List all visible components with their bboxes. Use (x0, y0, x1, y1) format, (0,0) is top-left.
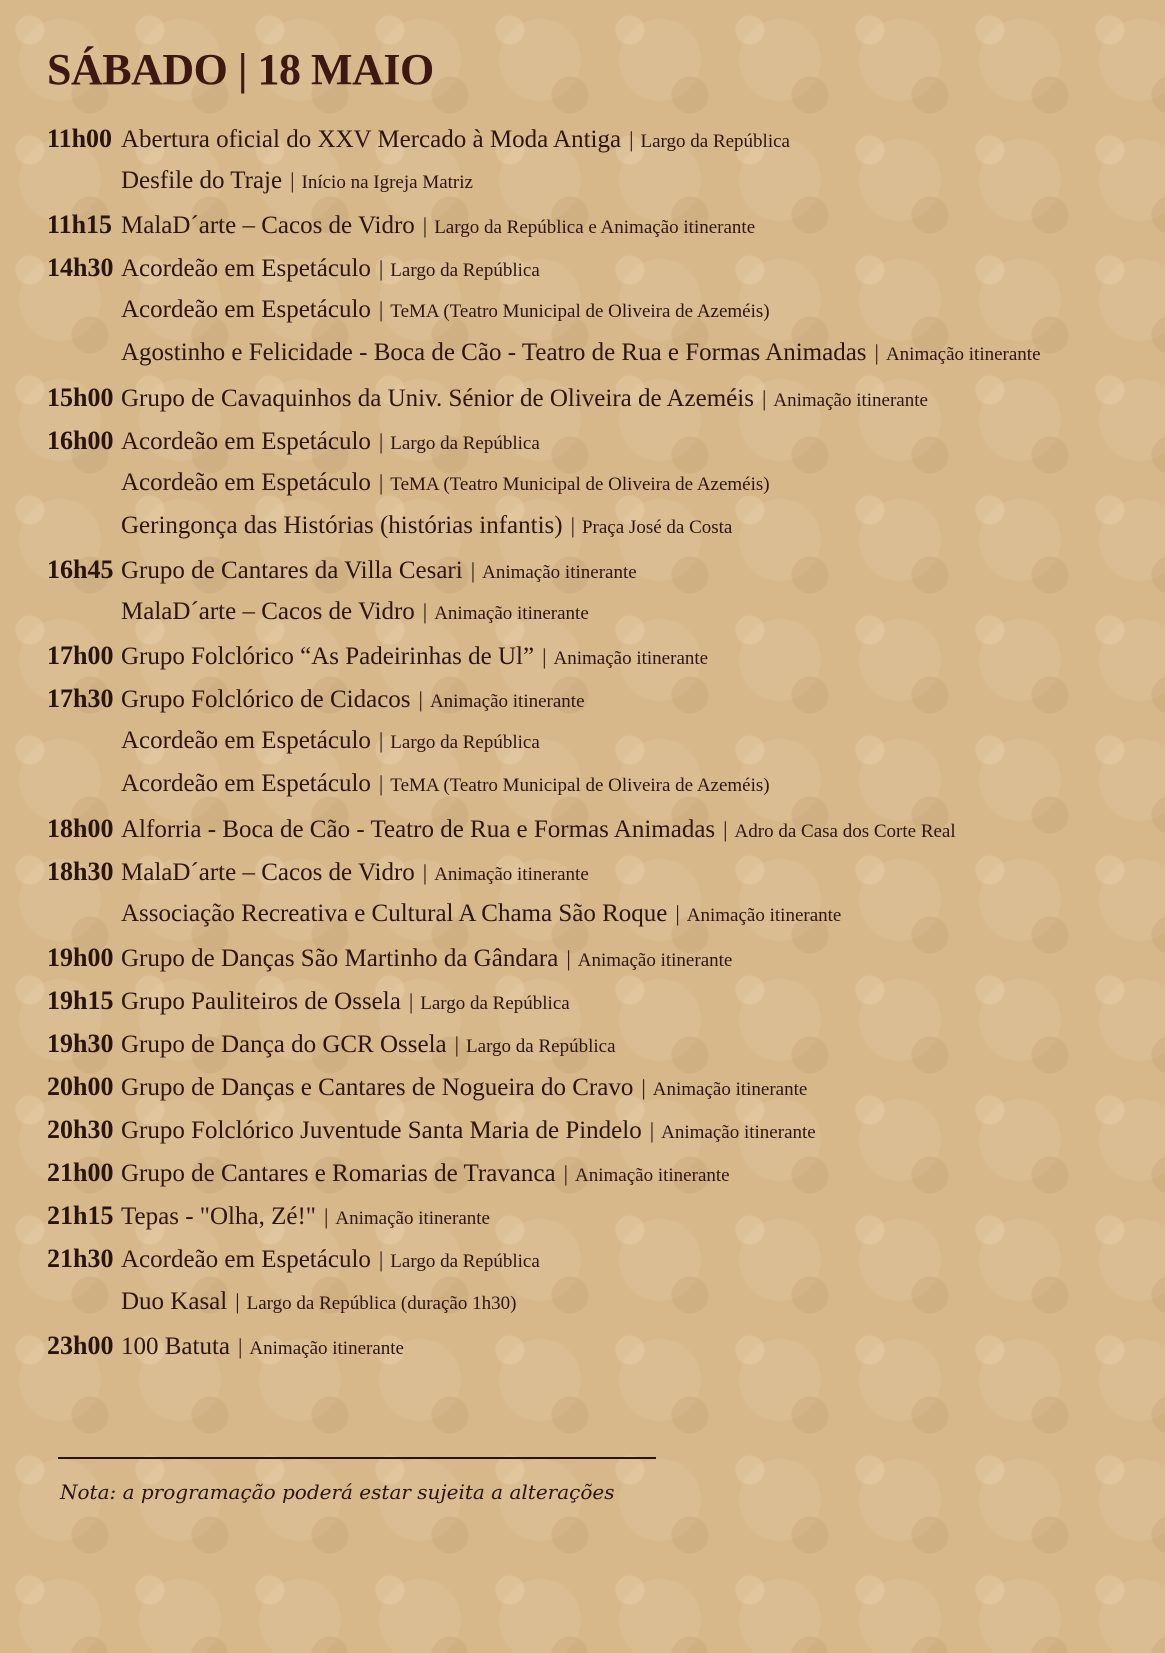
separator-bar: | (566, 945, 571, 971)
schedule-event: Grupo de Danças São Martinho da Gândara (121, 944, 559, 972)
separator-bar: | (422, 599, 428, 625)
schedule-time: 11h15 (47, 210, 113, 240)
separator-bar: | (542, 644, 547, 670)
schedule-event: Geringonça das Histórias (histórias infantis) (121, 511, 563, 539)
schedule-time: 19h30 (47, 1028, 114, 1058)
schedule-location: Animação itinerante (434, 863, 589, 885)
schedule-location: Início na Igreja Matriz (301, 172, 473, 194)
separator-bar: | (874, 340, 879, 366)
schedule-location: TeMA (Teatro Municipal de Oliveira de Azeméis) (390, 301, 770, 323)
schedule-row (47, 814, 1157, 857)
schedule-time: 16h00 (47, 425, 114, 455)
schedule-event: Acordeão em Espetáculo (121, 296, 371, 324)
schedule-row (47, 512, 1157, 555)
schedule-row (47, 1288, 1157, 1331)
separator-bar: | (418, 687, 423, 713)
page-title: SÁBADO | 18 MAIO (47, 45, 434, 94)
separator-bar: | (723, 816, 728, 842)
schedule-event: Grupo de Dança do GCR Ossela (121, 1030, 447, 1058)
separator-bar: | (378, 256, 384, 282)
schedule-list (47, 124, 1157, 1374)
schedule-event: Desfile do Traje (121, 167, 283, 195)
schedule-row (47, 339, 1157, 382)
schedule-location: Praça José da Costa (581, 516, 733, 538)
schedule-location: Animação itinerante (482, 561, 637, 583)
schedule-location: Largo da República (420, 992, 570, 1014)
schedule-row (47, 555, 1157, 598)
schedule-row (47, 857, 1157, 900)
schedule-time: 16h45 (47, 554, 114, 584)
schedule-location: Largo da República (640, 131, 790, 152)
schedule-location: Adro da Casa dos Corte Real (734, 820, 956, 842)
schedule-event: Alforria - Boca de Cão - Teatro de Rua e Formas Animadas (121, 815, 716, 843)
schedule-time: 17h30 (47, 684, 114, 714)
schedule-location: Largo da República (390, 260, 540, 282)
schedule-event: Grupo de Cavaquinhos da Univ. Sénior de Oliveira de Azeméis (121, 384, 754, 412)
schedule-event: Grupo Folclórico “As Padeirinhas de Ul” (121, 643, 535, 671)
schedule-event: Associação Recreativa e Cultural A Chama São Roque (121, 899, 668, 927)
disclaimer-note: Nota: a programação poderá estar sujeita a alterações (60, 1480, 615, 1504)
schedule-row (47, 598, 1157, 641)
separator-bar: | (570, 512, 575, 538)
schedule-location: Largo da República (duração 1h30) (246, 1292, 517, 1314)
schedule-event: Grupo de Cantares da Villa Cesari (121, 556, 463, 584)
schedule-location: Animação itinerante (652, 1079, 808, 1101)
schedule-event: MalaD´arte – Cacos de Vidro (121, 598, 415, 626)
schedule-event: 100 Batuta (121, 1332, 231, 1360)
schedule-location: TeMA (Teatro Municipal de Oliveira de Azeméis) (390, 775, 770, 797)
schedule-location: Largo da República (466, 1035, 616, 1057)
schedule-row (47, 1331, 1157, 1374)
schedule-row (47, 124, 1157, 167)
schedule-row (47, 684, 1157, 727)
schedule-row (47, 1201, 1157, 1244)
separator-bar: | (470, 557, 476, 583)
schedule-event: Acordeão em Espetáculo (121, 468, 371, 496)
schedule-row (47, 1072, 1157, 1115)
schedule-event: Tepas - "Olha, Zé!" (121, 1203, 316, 1231)
separator-bar: | (422, 213, 428, 239)
separator-bar: | (641, 1075, 646, 1101)
separator-bar: | (408, 988, 414, 1014)
schedule-event: Grupo Folclórico Juventude Santa Maria de Pindelo (121, 1117, 642, 1145)
separator-bar: | (454, 1031, 460, 1057)
separator-bar: | (235, 1288, 240, 1314)
schedule-row (47, 1029, 1157, 1072)
schedule-row (47, 383, 1157, 426)
schedule-row (47, 1244, 1157, 1287)
schedule-row (47, 727, 1157, 770)
schedule-row (47, 253, 1157, 296)
schedule-event: MalaD´arte – Cacos de Vidro (121, 858, 415, 886)
schedule-time: 20h30 (47, 1115, 114, 1145)
schedule-location: Animação itinerante (686, 904, 842, 926)
schedule-time: 19h15 (47, 985, 114, 1015)
schedule-location: Largo da República (390, 432, 540, 454)
schedule-row (47, 641, 1157, 684)
separator-bar: | (378, 469, 384, 495)
schedule-location: TeMA (Teatro Municipal de Oliveira de Azeméis) (390, 473, 770, 495)
schedule-event: Acordeão em Espetáculo (121, 770, 371, 798)
schedule-row (47, 1115, 1157, 1158)
schedule-location: Largo da República (390, 732, 540, 754)
schedule-event: MalaD´arte – Cacos de Vidro (121, 212, 415, 240)
schedule-location: Largo da República (390, 1251, 540, 1273)
schedule-time: 18h30 (47, 856, 114, 886)
schedule-location: Animação itinerante (885, 344, 1041, 366)
separator-bar: | (675, 900, 680, 926)
schedule-location: Animação itinerante (249, 1337, 404, 1359)
schedule-location: Animação itinerante (335, 1208, 490, 1230)
separator-bar: | (378, 728, 384, 754)
schedule-time: 14h30 (47, 253, 114, 283)
schedule-time: 15h00 (47, 382, 114, 412)
schedule-event: Acordeão em Espetáculo (121, 1246, 371, 1274)
schedule-time: 21h15 (47, 1201, 114, 1231)
schedule-event: Grupo de Cantares e Romarias de Travanca (121, 1160, 556, 1188)
schedule-event: Duo Kasal (121, 1287, 228, 1315)
separator-bar: | (761, 385, 767, 411)
schedule-location: Animação itinerante (773, 389, 928, 411)
schedule-event: Grupo Pauliteiros de Ossela (121, 987, 401, 1015)
separator-bar: | (323, 1204, 329, 1230)
schedule-location: Animação itinerante (577, 949, 733, 971)
schedule-row (47, 167, 1157, 210)
separator-bar: | (629, 127, 634, 152)
schedule-location: Animação itinerante (434, 603, 589, 625)
schedule-event: Acordeão em Espetáculo (121, 427, 371, 455)
schedule-location: Animação itinerante (661, 1122, 816, 1144)
schedule-event: Abertura oficial do XXV Mercado à Moda Antiga (121, 126, 622, 153)
schedule-time: 11h00 (47, 124, 113, 153)
separator-bar: | (563, 1161, 569, 1187)
schedule-location: Animação itinerante (429, 691, 585, 713)
separator-bar: | (649, 1118, 655, 1144)
separator-bar: | (238, 1333, 243, 1359)
schedule-location: Animação itinerante (553, 648, 709, 670)
separator-bar: | (378, 297, 384, 323)
schedule-location: Animação itinerante (575, 1165, 730, 1187)
schedule-row (47, 426, 1157, 469)
divider-line (58, 1457, 656, 1459)
schedule-row (47, 770, 1157, 813)
schedule-row (47, 469, 1157, 512)
schedule-time: 20h00 (47, 1072, 114, 1102)
schedule-time: 17h00 (47, 641, 114, 671)
schedule-time: 23h00 (47, 1330, 114, 1360)
schedule-event: Grupo Folclórico de Cidacos (121, 686, 411, 714)
separator-bar: | (290, 168, 295, 194)
schedule-row (47, 210, 1157, 253)
schedule-row (47, 296, 1157, 339)
schedule-time: 18h00 (47, 813, 114, 843)
schedule-time: 21h30 (47, 1244, 114, 1274)
schedule-time: 19h00 (47, 942, 114, 972)
separator-bar: | (378, 428, 384, 454)
separator-bar: | (422, 859, 428, 885)
schedule-event: Agostinho e Felicidade - Boca de Cão - Teatro de Rua e Formas Animadas (121, 339, 867, 367)
schedule-location: Largo da República e Animação itinerante (434, 217, 756, 239)
schedule-event: Acordeão em Espetáculo (121, 727, 371, 755)
schedule-time: 21h00 (47, 1158, 114, 1188)
schedule-row (47, 986, 1157, 1029)
schedule-row (47, 943, 1157, 986)
separator-bar: | (378, 1247, 384, 1273)
schedule-event: Acordeão em Espetáculo (121, 255, 371, 283)
schedule-row (47, 900, 1157, 943)
schedule-row (47, 1158, 1157, 1201)
schedule-event: Grupo de Danças e Cantares de Nogueira do Cravo (121, 1074, 634, 1102)
separator-bar: | (378, 771, 384, 797)
